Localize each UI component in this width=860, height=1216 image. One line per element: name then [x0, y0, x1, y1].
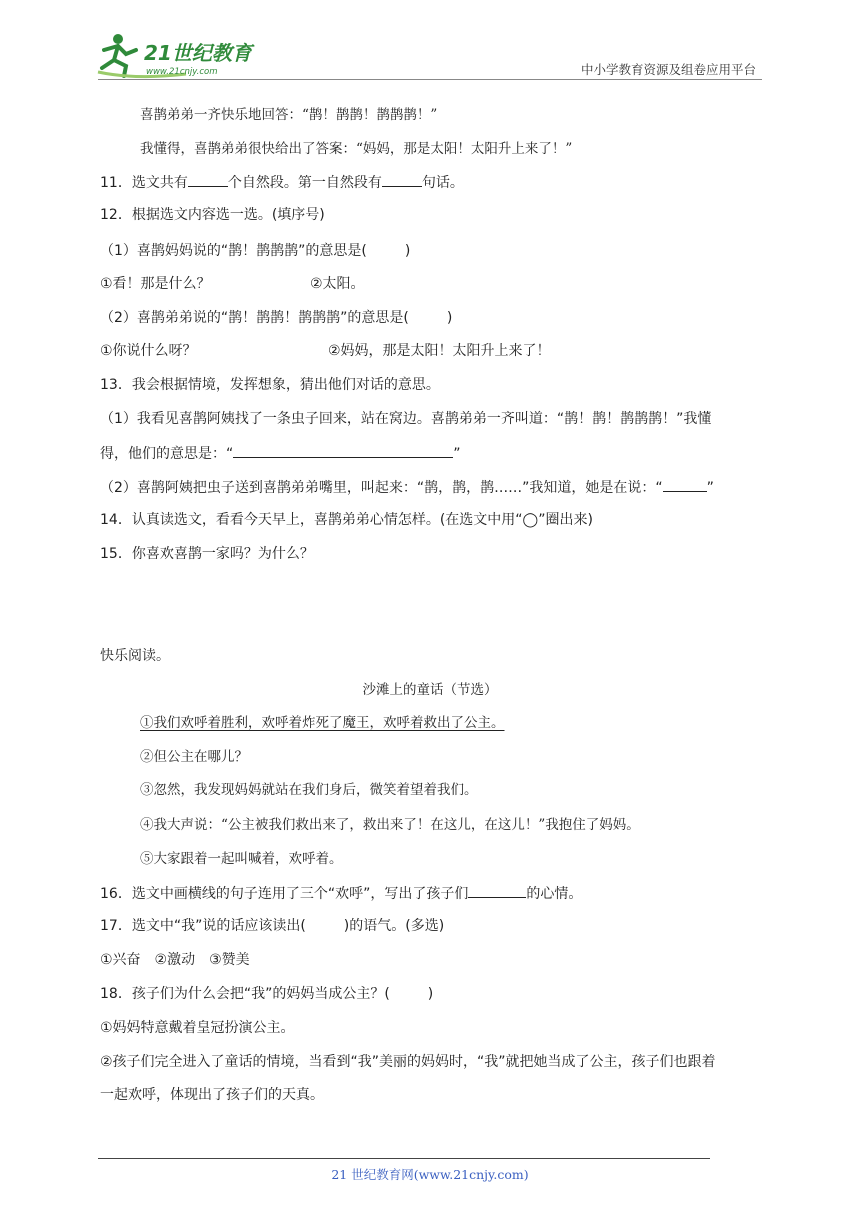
passage-paragraph-4: ④我大声说：“公主被我们救出来了，救出来了！在这儿，在这儿！”我抱住了妈妈。 [140, 817, 640, 833]
option-2: ②妈妈，那是太阳！太阳升上来了！ [328, 343, 551, 359]
question-18-option-2-line-2: 一起欢呼，体现出了孩子们的天真。 [100, 1087, 324, 1103]
answer-blank[interactable] [382, 172, 422, 187]
logo-url: www.21cnjy.com [146, 67, 218, 77]
option-2: ②太阳。 [310, 276, 365, 292]
passage-line-1: 喜鹊弟弟一齐快乐地回答：“鹊！鹊鹊！鹊鹊鹊！” [140, 107, 438, 123]
answer-blank[interactable] [663, 477, 707, 492]
passage-paragraph-2: ②但公主在哪儿？ [140, 749, 248, 765]
option-1: ①看！那是什么？ [100, 276, 211, 292]
passage-paragraph-3: ③忽然，我发现妈妈就站在我们身后，微笑着望着我们。 [140, 782, 478, 798]
question-13-1-line-2: 得，他们的意思是：“ ” [100, 443, 461, 464]
question-16: 16．选文中画横线的句子连用了三个“欢呼”，写出了孩子们 的心情。 [100, 883, 582, 904]
passage-paragraph-1: ①我们欢呼着胜利，欢呼着炸死了魔王，欢呼着救出了公主。 [140, 715, 505, 731]
question-14: 14．认真读选文，看看今天早上，喜鹊弟弟心情怎样。(在选文中用“◯”圈出来) [100, 512, 593, 528]
passage-title: 沙滩上的童话（节选） [362, 682, 498, 698]
question-17-options: ①兴奋 ②激动 ③赞美 [100, 952, 250, 968]
passage-line-2: 我懂得，喜鹊弟弟很快给出了答案：“妈妈，那是太阳！太阳升上来了！” [140, 141, 573, 157]
question-12-2-options [100, 341, 551, 361]
footer-link[interactable]: 21 世纪教育网(www.21cnjy.com) [331, 1167, 529, 1182]
header-divider [98, 79, 762, 80]
question-15: 15．你喜欢喜鹊一家吗？为什么？ [100, 546, 314, 562]
question-12: 12．根据选文内容选一选。(填序号) [100, 207, 325, 223]
answer-blank[interactable] [188, 172, 228, 187]
passage-paragraph-5: ⑤大家跟着一起叫喊着，欢呼着。 [140, 851, 343, 867]
question-18-option-2-line-1: ②孩子们完全进入了童话的情境，当看到“我”美丽的妈妈时，“我”就把她当成了公主，孩子们也跟着 [100, 1054, 716, 1070]
answer-blank[interactable] [468, 883, 526, 898]
option-1: ①你说什么呀？ [100, 343, 197, 359]
question-18-option-1: ①妈妈特意戴着皇冠扮演公主。 [100, 1020, 295, 1036]
answer-blank[interactable] [233, 443, 453, 458]
question-11: 11．选文共有 个自然段。第一自然段有 句话。 [100, 172, 464, 193]
question-13-2: （2）喜鹊阿姨把虫子送到喜鹊弟弟嘴里，叫起来：“鹊，鹊，鹊……”我知道，她是在说：“ ” [100, 477, 714, 498]
question-13-1-line-1: （1）我看见喜鹊阿姨找了一条虫子回来，站在窝边。喜鹊弟弟一齐叫道：“鹊！鹊！鹊鹊鹊！”我懂 [100, 411, 712, 427]
question-17: 17．选文中“我”说的话应该读出( )的语气。(多选) [100, 918, 445, 934]
question-12-1-options [100, 274, 365, 294]
question-12-2: （2）喜鹊弟弟说的“鹊！鹊鹊！鹊鹊鹊”的意思是( ) [100, 310, 453, 326]
question-18: 18．孩子们为什么会把“我”的妈妈当成公主？( ) [100, 986, 434, 1002]
question-12-1: （1）喜鹊妈妈说的“鹊！鹊鹊鹊”的意思是( ) [100, 243, 411, 259]
question-13: 13．我会根据情境，发挥想象，猜出他们对话的意思。 [100, 377, 440, 393]
footer-divider [98, 1158, 710, 1159]
section-heading: 快乐阅读。 [100, 648, 170, 664]
platform-name: 中小学教育资源及组卷应用平台 [580, 62, 756, 77]
logo-text: 21世纪教育 [144, 41, 252, 65]
site-logo [96, 30, 256, 80]
